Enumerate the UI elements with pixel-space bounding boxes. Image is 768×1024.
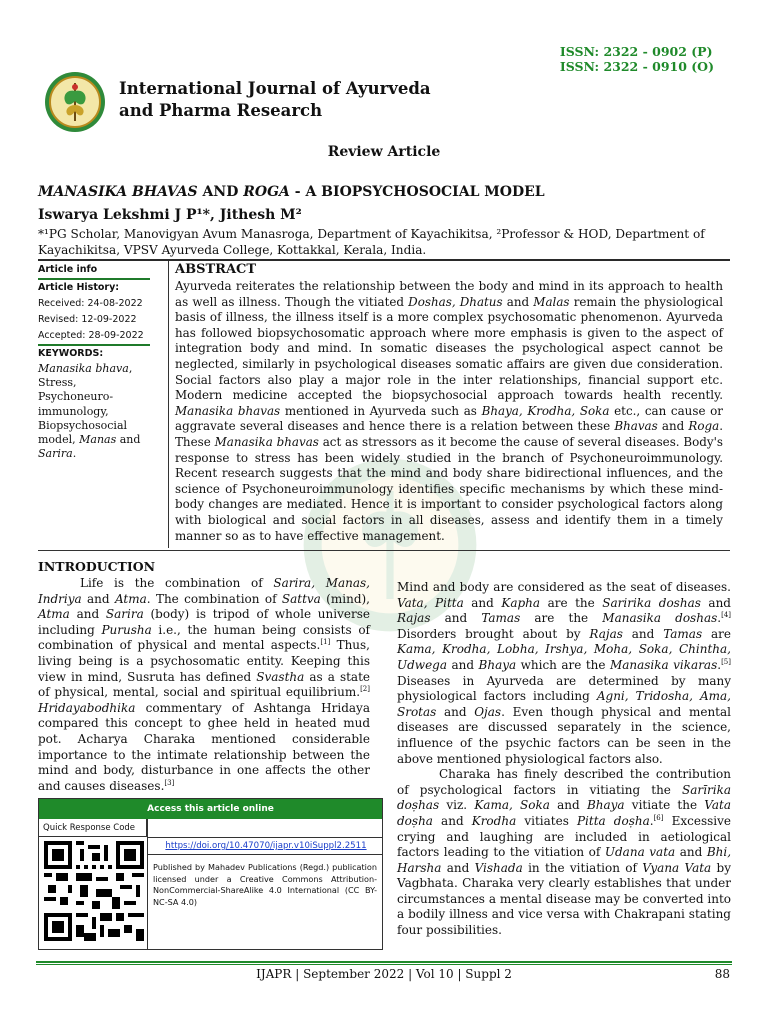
title-part-3: ROGA (243, 184, 290, 200)
intro-right-column: Mind and body are considered as the seat of diseases. Vata, Pitta and Kapha are the Saririka doshas and Rajas and Tamas are the Manasika doshas.[4] Disorders brought about by Rajas and Tamas are Kama, Krodha, Lobha, Irshya, Moha, Soka, Chintha, Udwega and Bhaya which are the Manasika vikaras.[5] Diseases in Ayurveda are determined by many physiological factors including Agni, Tridosha, Ama, Srotas and Ojas. Even though physical and mental diseases are discussed separately in the science, influence of the psychic factors can be seen in the above mentioned physiological factors also. Charaka has finely described the contribution of psychological factors in vitiating the Sarīrika doṣhas viz. Kama, Soka and Bhaya vitiate the Vata doṣha and Krodha vitiates Pitta doṣha.[6] Excessive crying and laughing are included in aetiological factors leading to the vitiation of Udana vata and Bhi, Harsha and Vishada in the vitiation of Vyana Vata by Vagbhata. Charaka very clearly establishes that under circumstances a mental disease may be converted into a bodily illness and vice versa with Chakrapani stating four possibilities. (397, 580, 732, 938)
footer-rule (36, 964, 732, 965)
access-article-box (38, 798, 383, 950)
top-rule (38, 259, 730, 261)
license-text: Published by Mahadev Publications (Regd.) publication licensed under a Creative Commons Attribution-NonCommercial-ShareAlike 4.0 International (CC BY-NC-SA 4.0) (153, 862, 377, 907)
introduction-heading: INTRODUCTION (38, 559, 156, 574)
journal-name (119, 78, 449, 122)
accepted-date: Accepted: 28-09-2022 (38, 330, 144, 341)
qr-code[interactable] (44, 841, 144, 941)
journal-logo (44, 71, 106, 133)
article-title (38, 184, 545, 200)
page-number: 88 (714, 967, 730, 981)
footer-citation: IJAPR | September 2022 | Vol 10 | Suppl 2 (256, 967, 512, 981)
article-info-sidebar (38, 262, 150, 461)
affiliation: *¹PG Scholar, Manovigyan Avum Manasroga, Department of Kayachikitsa, ²Professor & HOD, Department of Kayachikitsa, VPSV Ayurveda College, Kottakkal, Kerala, India. (38, 227, 705, 257)
intro-left-column: Life is the combination of Sarira, Manas, Indriya and Atma. The combination of Sattva (mind), Atma and Sarira (body) is tripod of whole universe including Purusha i.e., the human being consists of combination of physical and mental aspects.[1] Thus, living being is a psychosomatic entity. Keeping this view in mind, Susruta has defined Svastha as a state of physical, mental, social and spiritual equilibrium.[2] Hridayabodhika commentary of Ashtanga Hridaya compared this concept to ghee held in heated mud pot. Acharya Charaka mentioned considerable importance to the intimate relationship between the mind and body, disturbance in one affects the other and causes diseases.[3] (38, 576, 371, 793)
title-part-4: - A BIOPSYCHOSOCIAL MODEL (289, 184, 545, 200)
revised-date: Revised: 12-09-2022 (38, 314, 137, 325)
access-box-divider (147, 819, 148, 950)
abstract-body: Ayurveda reiterates the relationship between the body and mind in its approach to health as well as illness. Though the vitiated Doshas, Dhatus and Malas remain the physiological basis of illness, the illness itself is a more complex psychosomatic phenomenon. Ayurveda has followed biopsychosomatic approach where more emphasis is given to the aspect of integration body and mind. In somatic diseases the psychological aspect cannot be neglected, similarly in psychological diseases somatic affairs are given due consideration. Social factors also play a major role in the inter relationships, financial support etc. Modern medicine accepted the biopsychosocial approach towards health recently. Manasika bhavas mentioned in Ayurveda such as Bhaya, Krodha, Soka etc., can cause or aggravate several diseases and hence there is a relation between these Bhavas and Roga. These Manasika bhavas act as stressors as it become the cause of several diseases. Body's response to stress has been widely studied in the branch of Psychoneuroimmunology. Recent research suggests that the mind and body share bidirectional influences, and the science of Psychoneuroimmunology identifies specific mechanisms by which these mind-body changes are mediated. Hence it is important to consider psychological factors along with biological and social factors in all diseases, assess and identify them in a timely manner so as to have effective management. (175, 279, 724, 543)
title-part-1: MANASIKA BHAVAS (38, 184, 198, 200)
abstract-bottom-rule (38, 550, 730, 551)
abstract-heading: ABSTRACT (175, 262, 257, 277)
doi-link[interactable]: https://doi.org/10.47070/ijapr.v10iSuppl2.2511 (165, 841, 367, 851)
issn-block (560, 44, 714, 74)
journal-name-line2: and Pharma Research (119, 101, 323, 120)
received-date: Received: 24-08-2022 (38, 298, 143, 309)
footer-rule (36, 961, 732, 963)
issn-print: ISSN: 2322 - 0902 (P) (559, 44, 713, 59)
article-type: Review Article (327, 144, 441, 160)
qr-code-label: Quick Response Code (39, 819, 147, 837)
history-label: Article History: (38, 282, 120, 293)
access-box-title: Access this article online (39, 799, 382, 819)
keywords-list: Manasika bhava, Stress, Psychoneuro- immunology, Biopsychosocial model, Manas and Sarira. (38, 362, 141, 461)
keywords-label: KEYWORDS: (38, 348, 104, 359)
article-info-label: Article info (38, 264, 98, 275)
title-part-2: AND (197, 184, 244, 200)
journal-name-line1: International Journal of Ayurveda (119, 79, 431, 98)
issn-online: ISSN: 2322 - 0910 (O) (559, 59, 714, 74)
access-box-divider (147, 854, 383, 855)
column-divider (168, 261, 169, 548)
authors: Iswarya Lekshmi J P¹*, Jithesh M² (38, 207, 302, 223)
